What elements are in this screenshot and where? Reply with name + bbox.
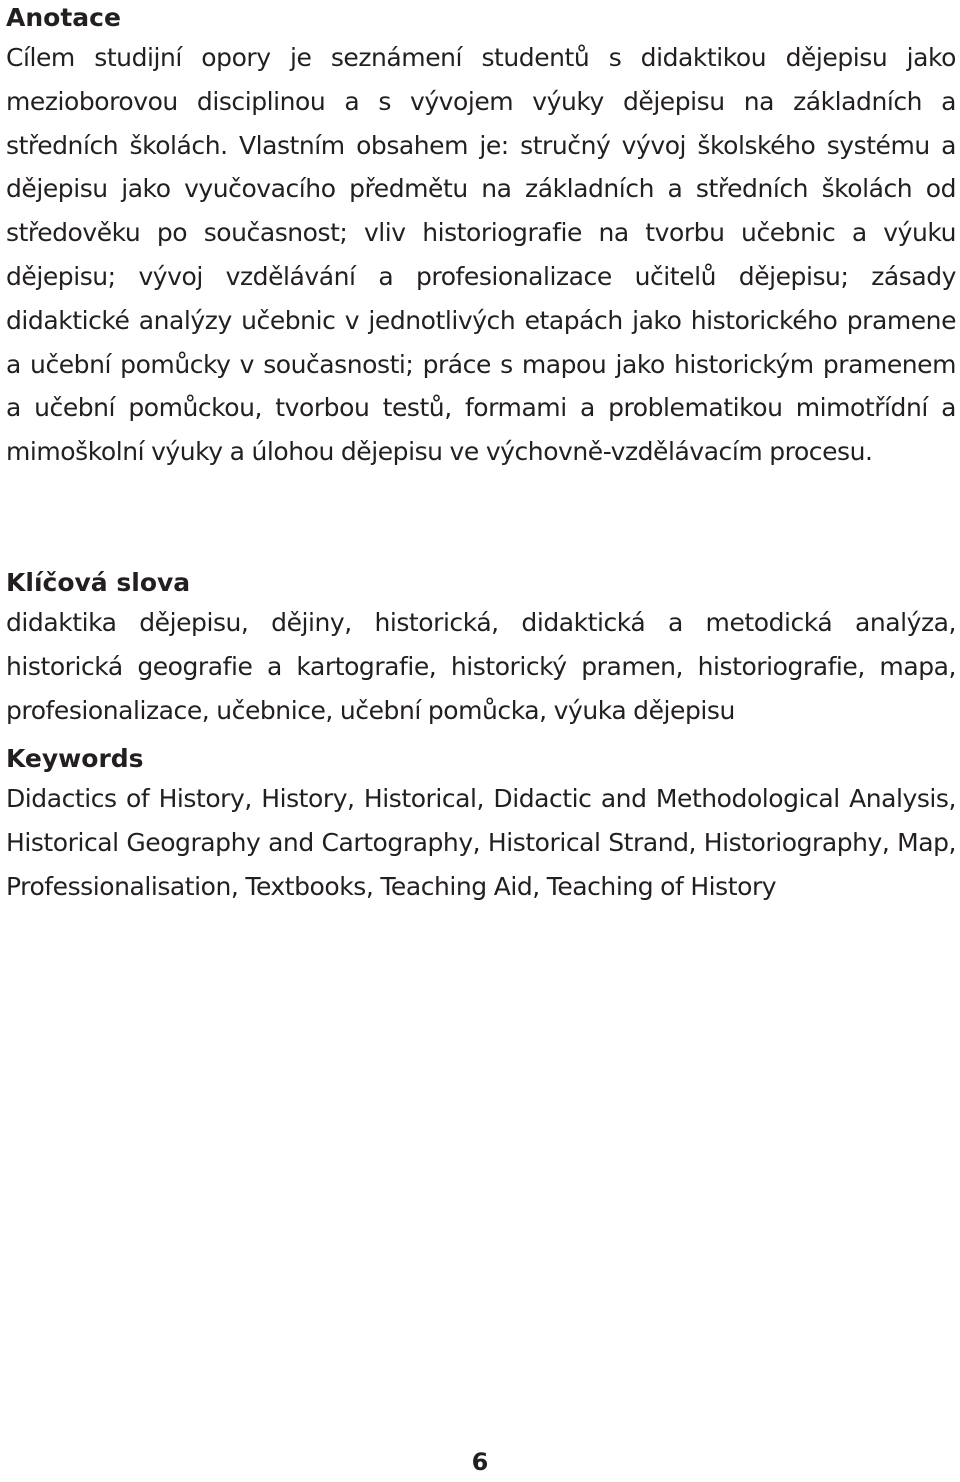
annotation-section xyxy=(6,0,956,474)
keywords-en-heading: Keywords xyxy=(6,744,144,773)
annotation-heading: Anotace xyxy=(6,3,121,32)
page-number: 6 xyxy=(471,1448,489,1476)
keywords-cz-text: didaktika dějepisu, dějiny, historická, didaktická a metodická analýza, historická geografie a kartografie, historický pramen, historiografie, mapa, profesionalizace, učebnice, učební pomůcka, výuka dějepisu xyxy=(6,608,956,725)
keywords-cz-heading: Klíčová slova xyxy=(6,568,191,597)
keywords-en-section xyxy=(6,741,956,908)
document-page xyxy=(6,0,956,901)
keywords-en-text: Didactics of History, History, Historical, Didactic and Methodological Analysis, Historical Geography and Cartography, Historical Strand, Historiography, Map, Professionalisation, Textbooks, Teaching Aid, Teaching of History xyxy=(6,784,956,901)
annotation-text: Cílem studijní opory je seznámení studentů s didaktikou dějepisu jako mezioborovou disciplinou a s vývojem výuky dějepisu na základních a středních školách. Vlastním obsahem je: stručný vývoj školského systému a dějepisu jako vyučovacího předmětu na základních a středních školách od středověku po současnost; vliv historiografie na tvorbu učebnic a výuku dějepisu; vývoj vzdělávání a profesionalizace učitelů dějepisu; zásady didaktické analýzy učebnic v jednotlivých etapách jako historického pramene a učební pomůcky v současnosti; práce s mapou jako historickým pramenem a učební pomůckou, tvorbou testů, formami a problematikou mimotřídní a mimoškolní výuky a úlohou dějepisu ve výchovně-vzdělávacím procesu. xyxy=(6,43,956,467)
keywords-cz-section xyxy=(6,565,956,732)
